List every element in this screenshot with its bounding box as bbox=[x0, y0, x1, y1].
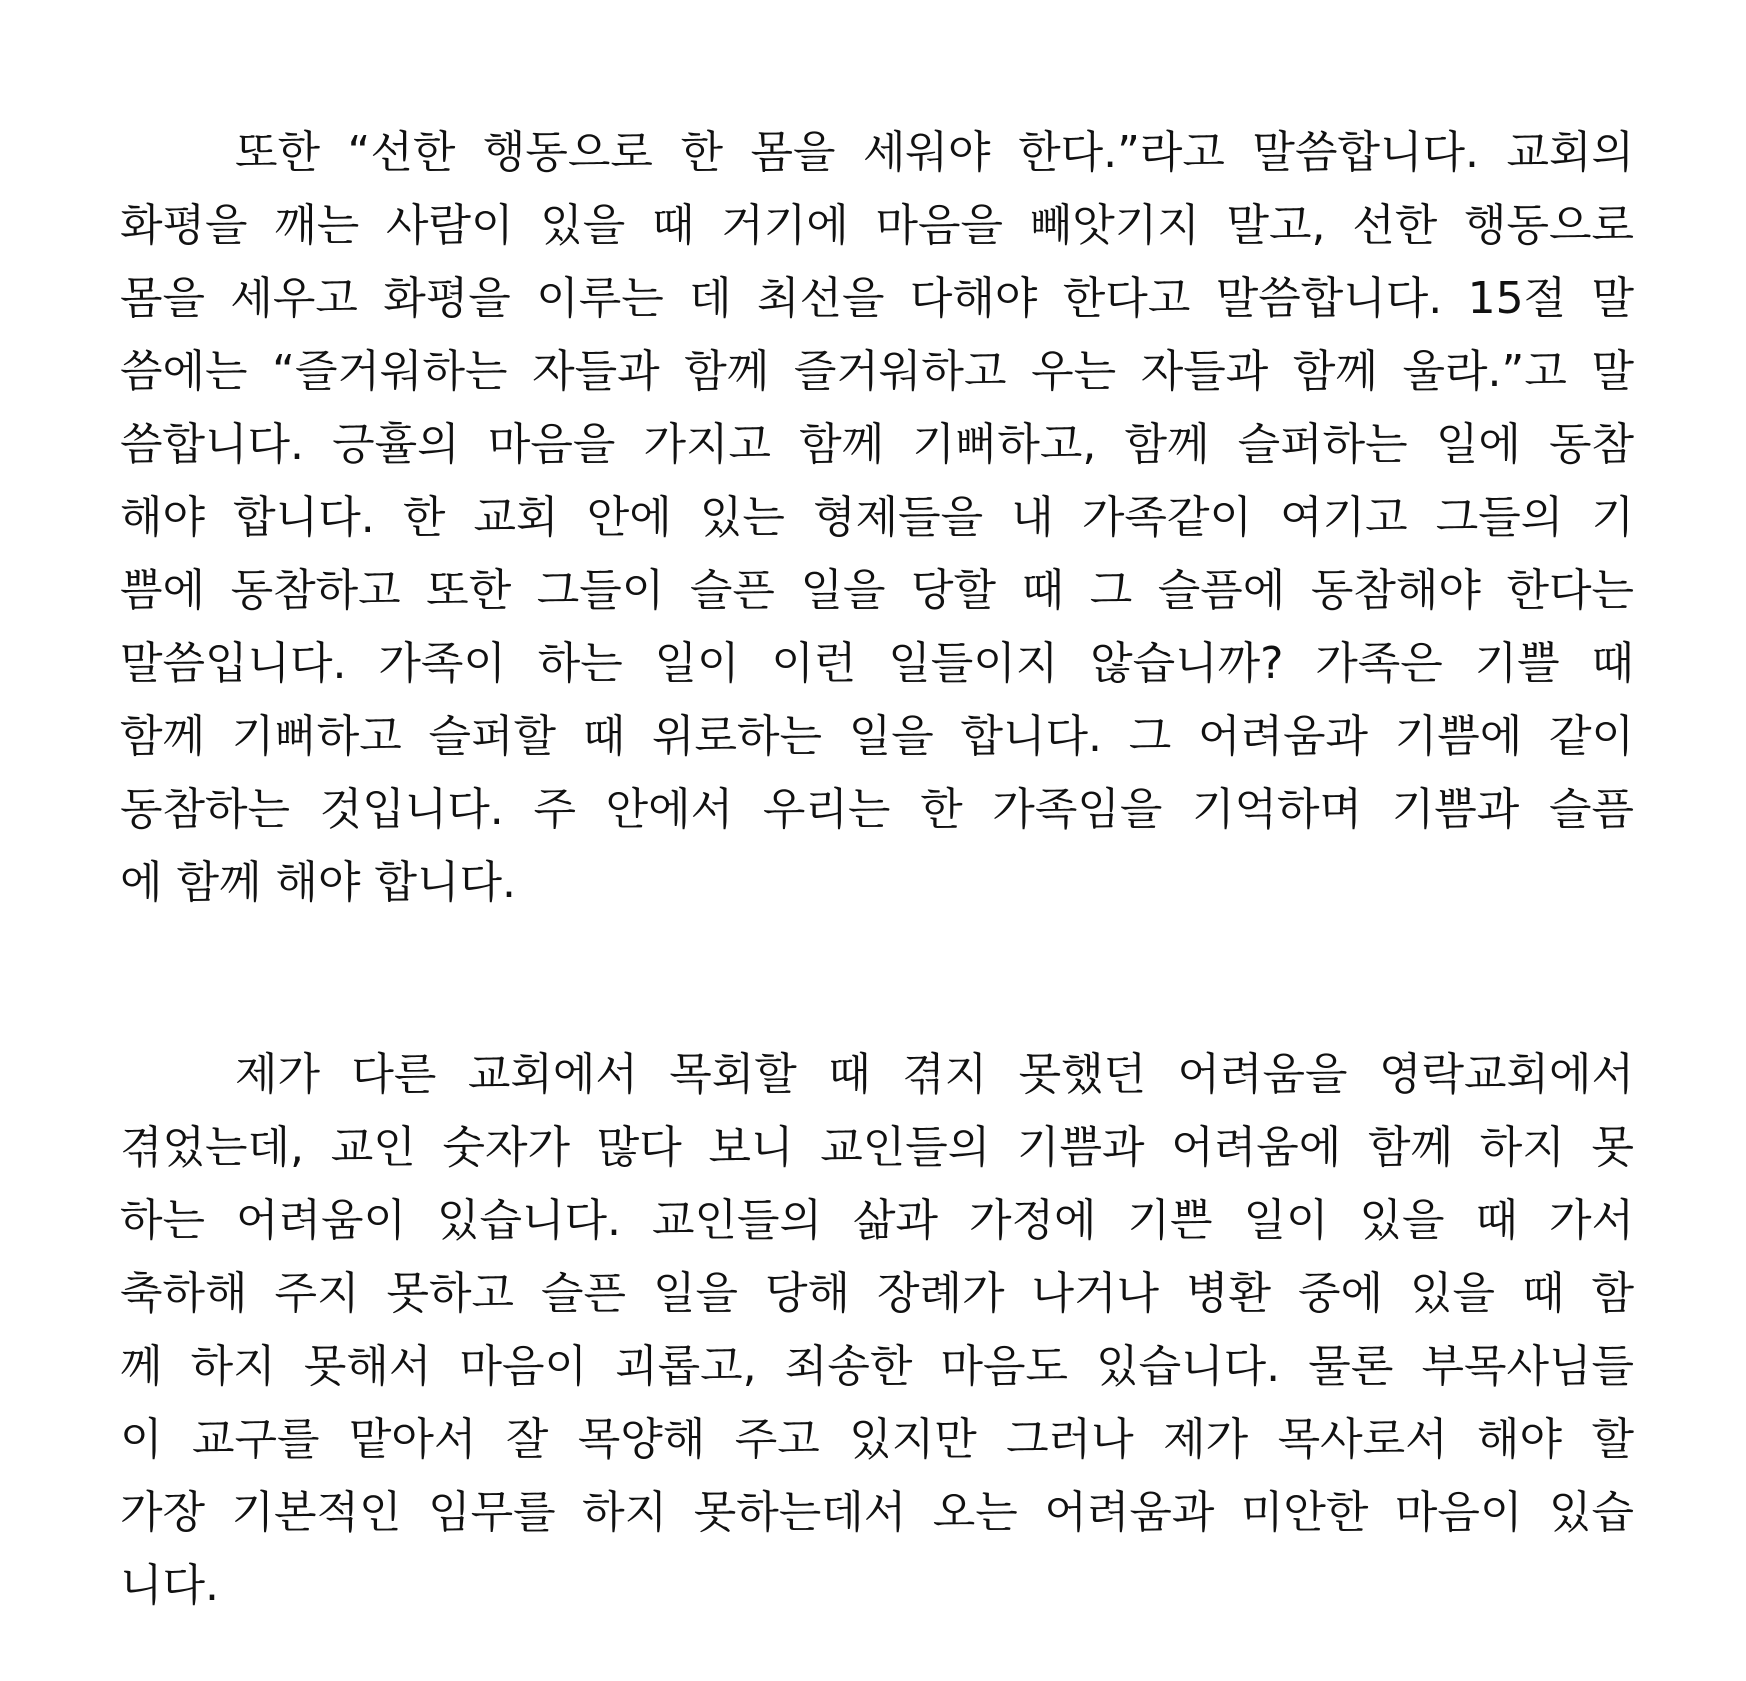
document-page bbox=[120, 116, 1634, 1622]
paragraph-line: 겪었는데, 교인 숫자가 많다 보니 교인들의 기쁨과 어려움에 함께 하지 못 bbox=[120, 1122, 1634, 1173]
paragraph-line: 축하해 주지 못하고 슬픈 일을 당해 장례가 나거나 병환 중에 있을 때 함 bbox=[120, 1268, 1634, 1319]
paragraph-line: 함께 기뻐하고 슬퍼할 때 위로하는 일을 합니다. 그 어려움과 기쁨에 같이 bbox=[120, 711, 1634, 762]
paragraph-line: 씀합니다. 긍휼의 마음을 가지고 함께 기뻐하고, 함께 슬퍼하는 일에 동참 bbox=[120, 419, 1634, 470]
paragraph-2 bbox=[120, 1038, 1634, 1622]
paragraph-line: 제가 다른 교회에서 목회할 때 겪지 못했던 어려움을 영락교회에서 bbox=[235, 1049, 1634, 1100]
paragraph-line: 동참하는 것입니다. 주 안에서 우리는 한 가족임을 기억하며 기쁨과 슬픔 bbox=[120, 784, 1634, 835]
paragraph-line: 니다. bbox=[120, 1560, 219, 1611]
paragraph-gap bbox=[120, 919, 1634, 1038]
paragraph-line: 이 교구를 맡아서 잘 목양해 주고 있지만 그러나 제가 목사로서 해야 할 bbox=[120, 1414, 1634, 1465]
paragraph-line: 하는 어려움이 있습니다. 교인들의 삶과 가정에 기쁜 일이 있을 때 가서 bbox=[120, 1195, 1634, 1246]
paragraph-line: 에 함께 해야 합니다. bbox=[120, 857, 516, 908]
paragraph-line: 께 하지 못해서 마음이 괴롭고, 죄송한 마음도 있습니다. 물론 부목사님들 bbox=[120, 1341, 1634, 1392]
paragraph-line: 씀에는 “즐거워하는 자들과 함께 즐거워하고 우는 자들과 함께 울라.”고 말 bbox=[120, 346, 1634, 397]
paragraph-line: 말씀입니다. 가족이 하는 일이 이런 일들이지 않습니까? 가족은 기쁠 때 bbox=[120, 638, 1634, 689]
paragraph-line: 쁨에 동참하고 또한 그들이 슬픈 일을 당할 때 그 슬픔에 동참해야 한다는 bbox=[120, 565, 1634, 616]
paragraph-1 bbox=[120, 116, 1634, 919]
paragraph-line: 해야 합니다. 한 교회 안에 있는 형제들을 내 가족같이 여기고 그들의 기 bbox=[120, 492, 1634, 543]
paragraph-line: 또한 “선한 행동으로 한 몸을 세워야 한다.”라고 말씀합니다. 교회의 bbox=[235, 127, 1634, 178]
paragraph-line: 화평을 깨는 사람이 있을 때 거기에 마음을 빼앗기지 말고, 선한 행동으로 bbox=[120, 200, 1634, 251]
paragraph-line: 몸을 세우고 화평을 이루는 데 최선을 다해야 한다고 말씀합니다. 15절 말 bbox=[120, 273, 1634, 324]
paragraph-line: 가장 기본적인 임무를 하지 못하는데서 오는 어려움과 미안한 마음이 있습 bbox=[120, 1487, 1634, 1538]
